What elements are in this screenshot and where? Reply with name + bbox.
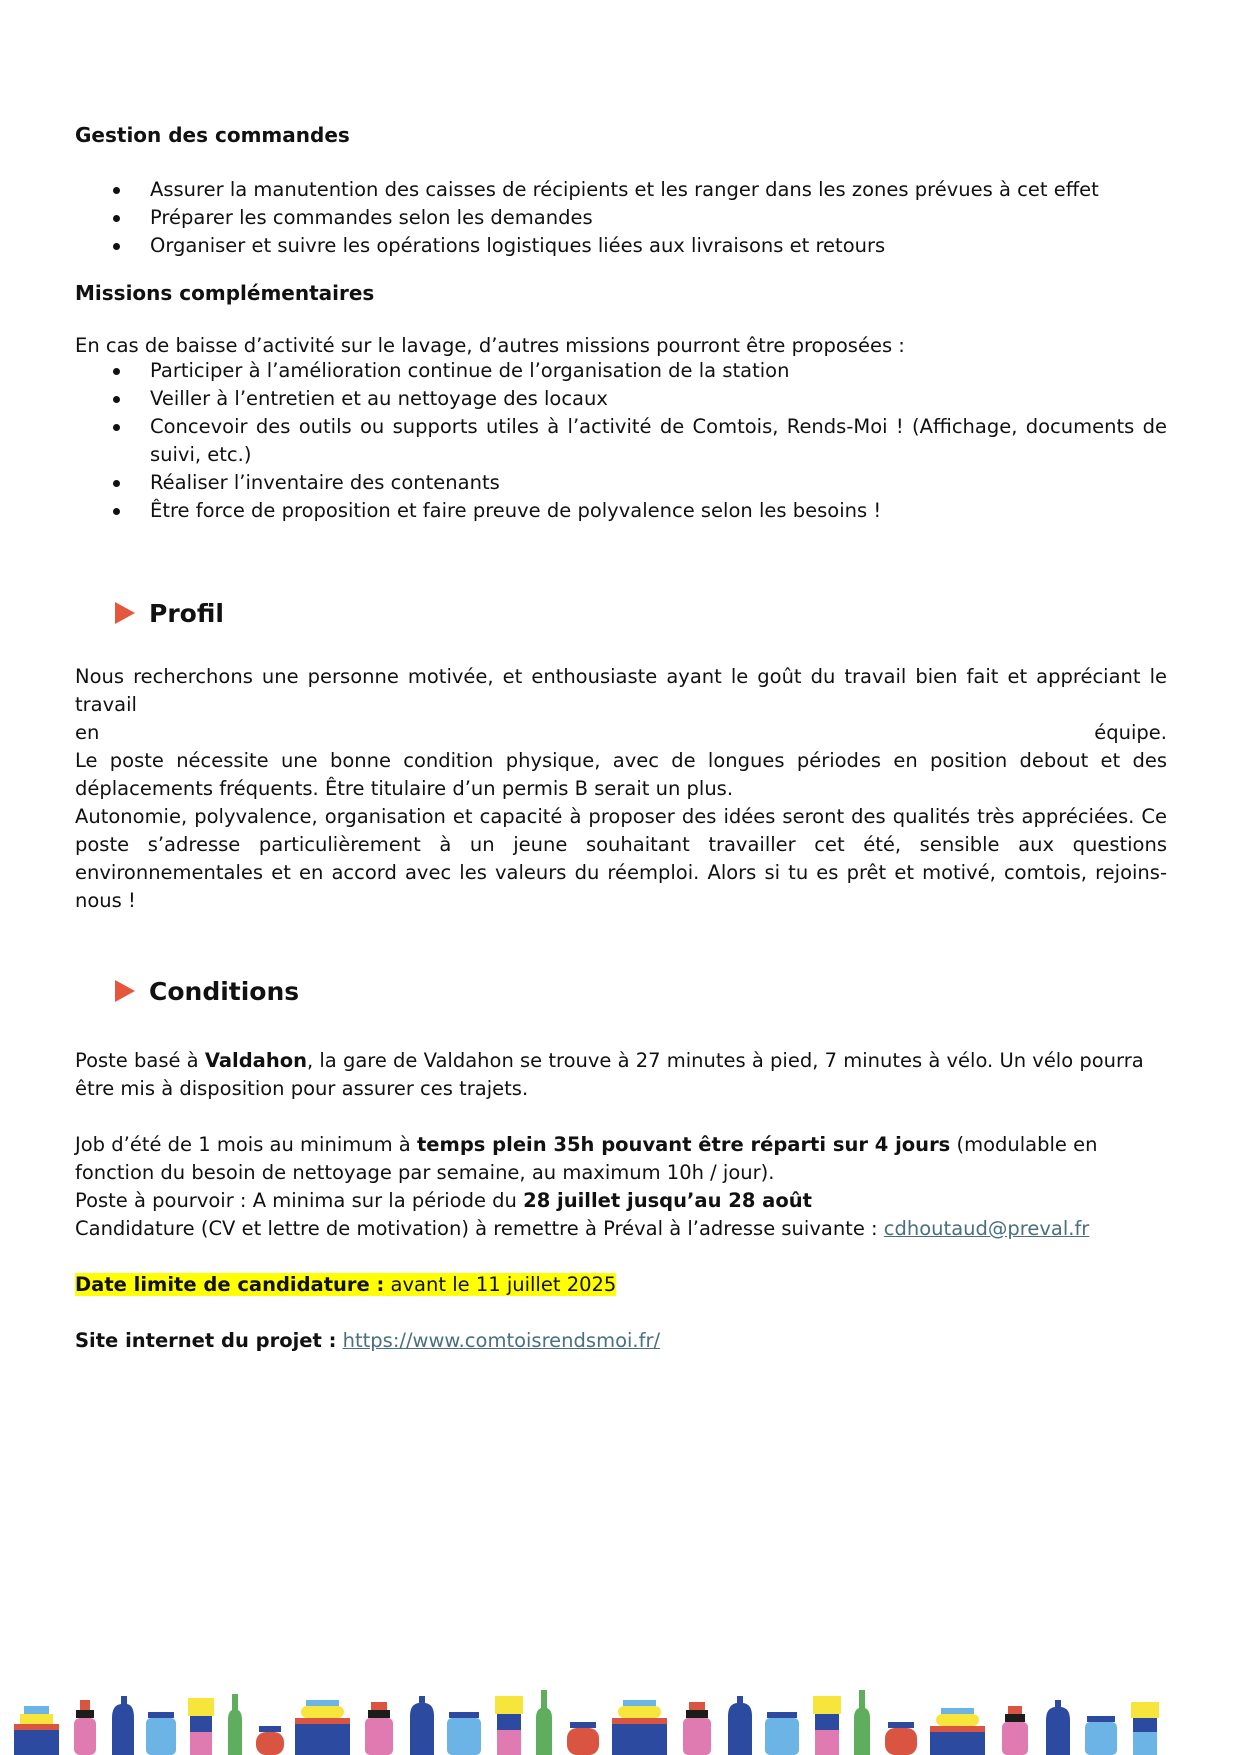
email-link[interactable]: cdhoutaud@preval.fr xyxy=(883,1217,1090,1240)
profil-line-3: Le poste nécessite une bonne condition physique, avec de longues périodes en position debout et des déplacements fréquents. Être titulaire d’un permis B serait un plus. xyxy=(75,749,1167,800)
container-shape xyxy=(20,1714,53,1724)
conditions-site xyxy=(75,1327,1167,1355)
container-shape xyxy=(936,1714,979,1726)
container-shape xyxy=(885,1728,917,1755)
list-item: Assurer la manutention des caisses de récipients et les ranger dans les zones prévues à cet effet xyxy=(75,176,1167,204)
conditions-job: Job d’été de 1 mois au minimum à temps plein 35h pouvant être réparti sur 4 jours (modulable en fonction du besoin de nettoyage par semaine, au maximum 10h / jour). xyxy=(75,1133,1098,1184)
missions-intro: En cas de baisse d’activité sur le lavage, d’autres missions pourront être proposées : xyxy=(75,334,905,357)
container-shape xyxy=(14,1730,59,1755)
container-shape xyxy=(146,1718,176,1755)
container-shape xyxy=(623,1700,656,1706)
job-hours: temps plein 35h pouvant être réparti sur 4 jours xyxy=(416,1133,951,1156)
container-shape xyxy=(1005,1714,1025,1722)
container-shape xyxy=(497,1730,521,1755)
profil-section-title xyxy=(115,598,224,630)
container-shape xyxy=(148,1712,174,1718)
container-shape xyxy=(295,1718,350,1724)
container-shape xyxy=(365,1718,393,1755)
container-shape xyxy=(765,1718,799,1755)
triangle-arrow-icon xyxy=(115,602,135,624)
container-group xyxy=(295,1690,599,1755)
container-shape xyxy=(888,1722,914,1728)
list-item: Veiller à l’entretien et au nettoyage des locaux xyxy=(75,385,1167,413)
container-shape xyxy=(190,1716,212,1732)
orders-list xyxy=(75,176,1167,260)
period-dates: 28 juillet jusqu’au 28 août xyxy=(523,1189,812,1212)
container-shape xyxy=(612,1718,667,1724)
container-shape xyxy=(368,1710,390,1718)
container-shape xyxy=(295,1724,350,1755)
footer-containers-decoration xyxy=(0,1660,1241,1755)
container-shape xyxy=(930,1732,985,1755)
container-shape xyxy=(686,1710,708,1718)
list-item: Organiser et suivre les opérations logistiques liées aux livraisons et retours xyxy=(75,232,1167,260)
location-city: Valdahon xyxy=(204,1049,307,1072)
profil-paragraph-2: Autonomie, polyvalence, organisation et capacité à proposer des idées seront des qualités très appréciées. Ce poste s’adresse particulièrement à un jeune souhaitant travailler cet été, sensible aux questions environnementales et en accord avec les valeurs du réemploi. Alors si tu es prêt et motivé, comtois, rejoins-nous ! xyxy=(75,805,1167,912)
container-shape xyxy=(1131,1702,1159,1718)
list-item: Préparer les commandes selon les demandes xyxy=(75,204,1167,232)
container-shape xyxy=(567,1728,599,1755)
conditions-section-title xyxy=(115,976,299,1008)
container-shape xyxy=(536,1690,552,1755)
orders-heading: Gestion des commandes xyxy=(75,123,350,147)
container-group xyxy=(14,1694,284,1755)
container-shape xyxy=(188,1698,214,1716)
conditions-location: Poste basé à Valdahon, la gare de Valdahon se trouve à 27 minutes à pied, 7 minutes à vélo. Un vélo pourra être mis à disposition pour assurer ces trajets. xyxy=(75,1049,1144,1100)
list-item: Concevoir des outils ou supports utiles à l’activité de Comtois, Rends-Moi ! (Affichage, documents de suivi, etc.) xyxy=(75,413,1167,469)
container-shape xyxy=(683,1718,711,1755)
conditions-apply: Candidature (CV et lettre de motivation) à remettre à Préval à l’adresse suivante : cdhoutaud@preval.fr xyxy=(75,1217,1090,1240)
container-shape xyxy=(74,1718,96,1755)
container-shape xyxy=(259,1726,281,1732)
deadline-highlight xyxy=(75,1273,616,1296)
container-group xyxy=(612,1690,917,1755)
list-item: Participer à l’amélioration continue de l’organisation de la station xyxy=(75,357,1167,385)
conditions-period: Poste à pourvoir : A minima sur la période du 28 juillet jusqu’au 28 août xyxy=(75,1189,812,1212)
container-shape xyxy=(24,1706,49,1714)
container-shape xyxy=(76,1710,94,1718)
container-shape xyxy=(410,1696,434,1755)
container-shape xyxy=(447,1718,481,1755)
missions-heading: Missions complémentaires xyxy=(75,281,375,305)
container-shape xyxy=(14,1724,59,1730)
profil-title: Profil xyxy=(149,599,224,628)
container-shape xyxy=(1046,1700,1070,1755)
container-shape xyxy=(612,1724,667,1755)
container-shape xyxy=(497,1714,521,1730)
container-shape xyxy=(495,1696,523,1714)
profil-paragraph-1 xyxy=(75,663,1167,803)
container-shape xyxy=(689,1702,705,1710)
container-shape xyxy=(815,1714,839,1730)
list-item: Réaliser l’inventaire des contenants xyxy=(75,469,1167,497)
container-shape xyxy=(941,1708,974,1714)
container-shape xyxy=(618,1706,661,1718)
site-label: Site internet du projet : xyxy=(75,1329,337,1352)
container-shape xyxy=(80,1700,90,1710)
container-shape xyxy=(256,1732,284,1755)
container-group xyxy=(930,1700,1159,1755)
missions-list xyxy=(75,357,1167,525)
container-shape xyxy=(728,1696,752,1755)
website-link[interactable]: https://www.comtoisrendsmoi.fr/ xyxy=(342,1329,661,1352)
container-shape xyxy=(767,1712,797,1718)
container-shape xyxy=(1085,1722,1117,1755)
container-shape xyxy=(1133,1718,1157,1732)
container-shape xyxy=(228,1694,242,1755)
container-shape xyxy=(570,1722,596,1728)
conditions-title: Conditions xyxy=(149,977,300,1006)
container-shape xyxy=(1008,1706,1022,1714)
container-shape xyxy=(1133,1732,1157,1755)
profil-line-1: Nous recherchons une personne motivée, et enthousiaste ayant le goût du travail bien fait et appréciant le travail xyxy=(75,665,1167,716)
profil-word-equipe: équipe. xyxy=(1094,721,1167,744)
container-shape xyxy=(930,1726,985,1732)
deadline-value: avant le 11 juillet 2025 xyxy=(384,1273,617,1296)
container-shape xyxy=(1002,1722,1028,1755)
list-item: Être force de proposition et faire preuve de polyvalence selon les besoins ! xyxy=(75,497,1167,525)
container-shape xyxy=(190,1732,212,1755)
container-shape xyxy=(112,1696,134,1755)
conditions-deadline xyxy=(75,1271,1167,1299)
container-shape xyxy=(371,1702,387,1710)
container-shape xyxy=(813,1696,841,1714)
container-shape xyxy=(306,1700,339,1706)
container-shape xyxy=(815,1730,839,1755)
container-shape xyxy=(1087,1716,1115,1722)
container-shape xyxy=(301,1706,344,1718)
profil-word-en: en xyxy=(75,721,100,744)
profil-line-2 xyxy=(75,719,1167,747)
triangle-arrow-icon xyxy=(115,980,135,1002)
deadline-label: Date limite de candidature : xyxy=(75,1273,385,1296)
container-shape xyxy=(449,1712,479,1718)
container-shape xyxy=(854,1690,870,1755)
